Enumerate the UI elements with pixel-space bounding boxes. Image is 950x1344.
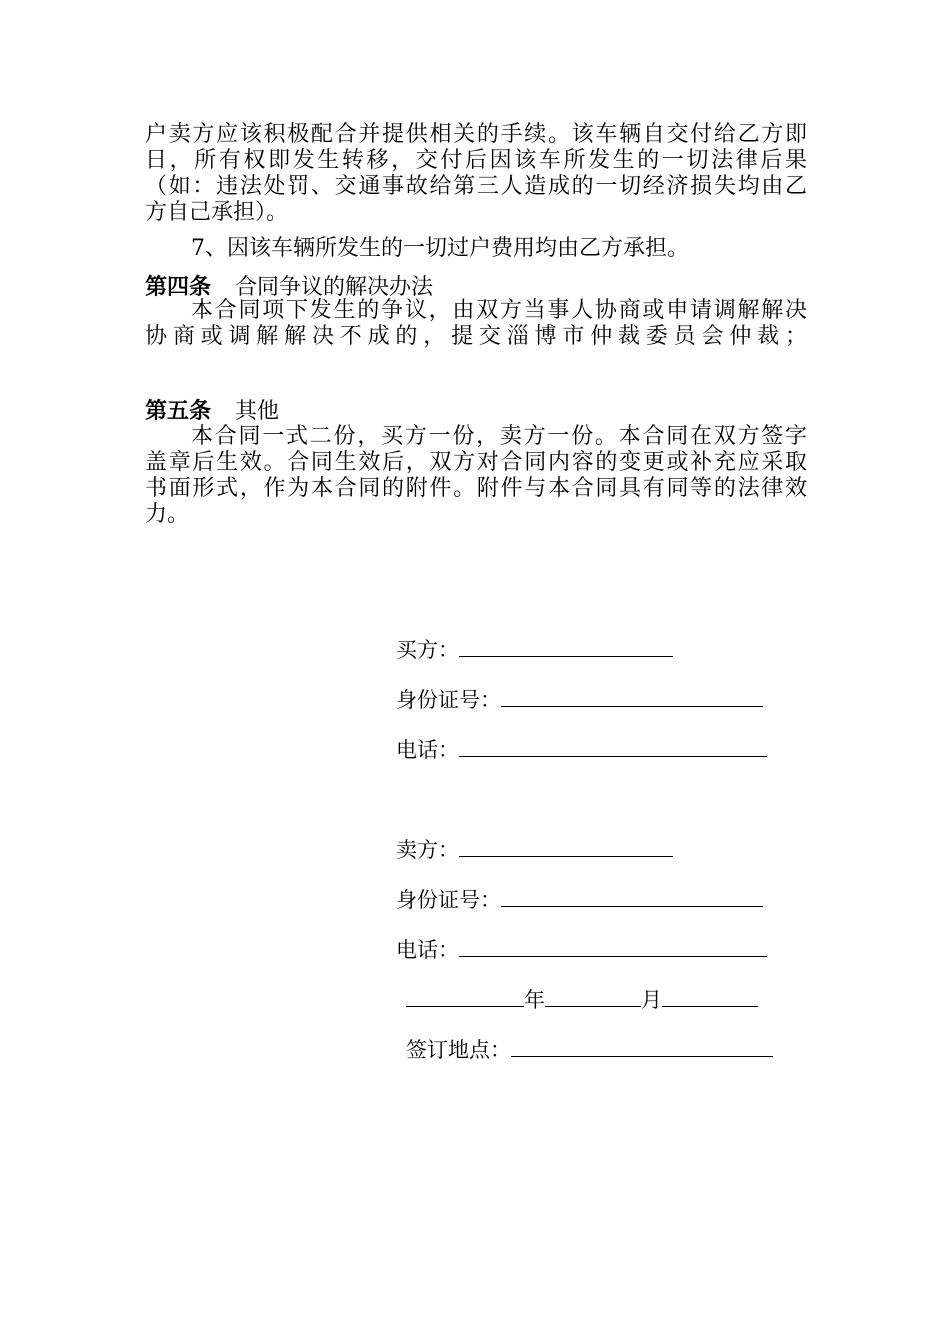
buyer-name-row	[396, 636, 673, 663]
seller-phone-blank[interactable]	[459, 936, 767, 957]
seller-name-row	[396, 836, 673, 863]
place-row	[406, 1036, 773, 1063]
place-blank[interactable]	[511, 1036, 773, 1057]
buyer-id-blank[interactable]	[501, 686, 763, 707]
buyer-phone-label: 电话：	[396, 738, 459, 762]
seller-name-label: 卖方：	[396, 838, 459, 862]
article5-line-2: 盖章后生效。合同生效后，双方对合同内容的变更或补充应采取	[145, 450, 807, 475]
article4-line-2: 协商或调解解决不成的，提交淄博市仲裁委员会仲裁；	[145, 324, 807, 349]
article4-label: 第四条	[145, 274, 212, 300]
place-label: 签订地点：	[406, 1038, 511, 1062]
seller-id-row	[396, 886, 763, 913]
article5-line-4: 力。	[145, 502, 190, 527]
month-blank[interactable]	[545, 986, 641, 1007]
buyer-id-row	[396, 686, 763, 713]
buyer-id-label: 身份证号：	[396, 688, 501, 712]
article5-heading	[145, 398, 807, 425]
article3-line-3: （如：违法处罚、交通事故给第三人造成的一切经济损失均由乙	[145, 174, 807, 199]
article5-label: 第五条	[145, 398, 212, 424]
article3-line-1: 户卖方应该积极配合并提供相关的手续。该车辆自交付给乙方即	[145, 122, 807, 147]
month-label: 月	[641, 988, 662, 1012]
buyer-phone-blank[interactable]	[459, 736, 767, 757]
buyer-name-blank[interactable]	[459, 636, 673, 657]
article3-line-4: 方自己承担）。	[145, 200, 289, 225]
seller-phone-row	[396, 936, 767, 963]
day-blank[interactable]	[662, 986, 758, 1007]
article4-line-1: 本合同项下发生的争议，由双方当事人协商或申请调解解决	[191, 298, 807, 323]
article3-item-7: 7、因该车辆所发生的一切过户费用均由乙方承担。	[191, 236, 689, 261]
seller-id-blank[interactable]	[501, 886, 763, 907]
seller-name-blank[interactable]	[459, 836, 673, 857]
article3-line-2: 日，所有权即发生转移，交付后因该车所发生的一切法律后果	[145, 148, 807, 173]
date-row	[406, 986, 758, 1013]
article4-heading	[145, 274, 807, 301]
buyer-name-label: 买方：	[396, 638, 459, 662]
year-blank[interactable]	[406, 986, 524, 1007]
seller-phone-label: 电话：	[396, 938, 459, 962]
seller-id-label: 身份证号：	[396, 888, 501, 912]
buyer-phone-row	[396, 736, 767, 763]
article5-title: 其他	[235, 399, 280, 424]
article5-line-3: 书面形式，作为本合同的附件。附件与本合同具有同等的法律效	[145, 476, 807, 501]
year-label: 年	[524, 988, 545, 1012]
article5-line-1: 本合同一式二份，买方一份，卖方一份。本合同在双方签字	[191, 424, 807, 449]
article4-title: 合同争议的解决办法	[235, 275, 434, 300]
